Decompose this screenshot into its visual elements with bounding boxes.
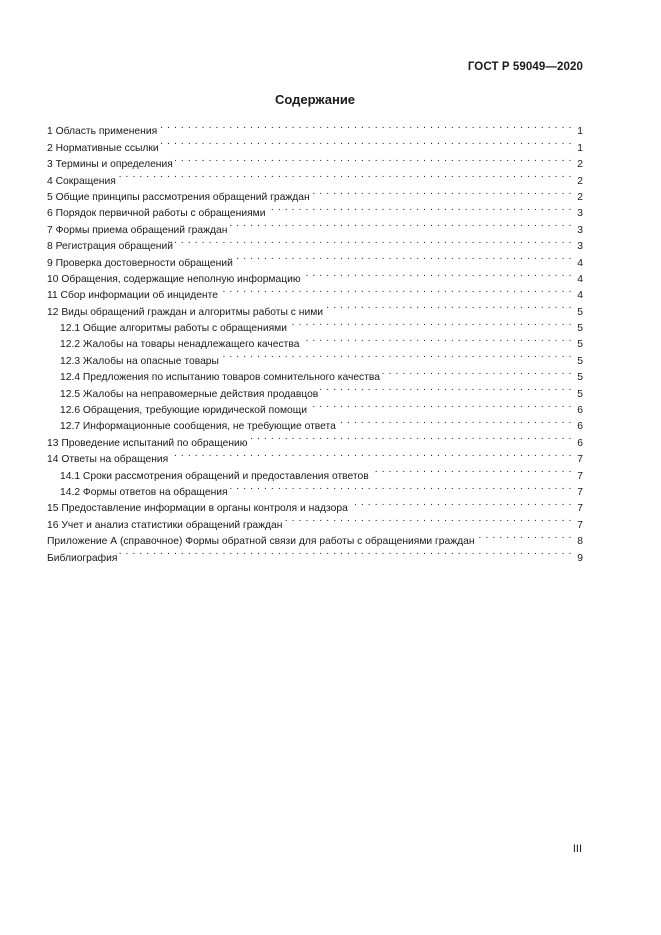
toc-entry-label: 12.3 Жалобы на опасные товары [60,355,219,367]
toc-entry-page: 6 [577,421,583,433]
toc-entry-page: 3 [577,224,583,236]
toc-entry-label: Приложение А (справочное) Формы обратной связи для работы с обращениями граждан [47,536,475,548]
toc-dot-leader [118,167,572,183]
toc-entry[interactable] [47,118,583,138]
toc-entry-page: 6 [577,437,583,449]
toc-entry-page: 4 [577,273,583,285]
toc-entry-label: 12.2 Жалобы на товары ненадлежащего качества [60,339,300,351]
toc-entry-label: Библиография [47,552,118,564]
toc-entry-label: 10 Обращения, содержащие неполную информацию [47,273,301,285]
toc-dot-leader [289,315,572,331]
toc-dot-leader [309,397,572,413]
toc-entry-page: 5 [577,306,583,318]
toc-entry-label: 2 Нормативные ссылки [47,142,159,154]
toc-dot-leader [250,429,572,445]
toc-entry-page: 5 [577,339,583,351]
toc-dot-leader [325,298,572,314]
toc-entry-label: 12.6 Обращения, требующие юридической помощи [60,405,307,417]
toc-entry-label: 16 Учет и анализ статистики обращений граждан [47,519,283,531]
toc-dot-leader [119,544,572,560]
toc-entry-label: 9 Проверка достоверности обращений [47,257,233,269]
table-of-contents [47,118,583,564]
toc-dot-leader [350,495,572,511]
toc-dot-leader [220,282,572,298]
toc-entry-label: 6 Порядок первичной работы с обращениями [47,208,266,220]
toc-entry-label: 15 Предоставление информации в органы контроля и надзора [47,503,348,515]
toc-entry-label: 8 Регистрация обращений [47,241,173,253]
toc-entry-page: 9 [577,552,583,564]
toc-entry-page: 2 [577,175,583,187]
toc-entry-page: 4 [577,257,583,269]
toc-dot-leader [221,347,572,363]
page-number: III [572,843,582,855]
toc-dot-leader [175,151,572,167]
document-code: ГОСТ Р 59049—2020 [467,61,583,73]
toc-dot-leader [229,216,572,232]
toc-entry-label: 7 Формы приема обращений граждан [47,224,228,236]
toc-entry-label: 5 Общие принципы рассмотрения обращений граждан [47,191,310,203]
toc-dot-leader [159,118,572,134]
toc-entry-page: 2 [577,159,583,171]
toc-dot-leader [235,249,572,265]
toc-entry-page: 7 [577,486,583,498]
toc-entry-label: 11 Сбор информации об инциденте [47,290,218,302]
toc-entry-label: 13 Проведение испытаний по обращению [47,437,248,449]
toc-dot-leader [268,200,573,216]
toc-dot-leader [161,134,572,150]
toc-dot-leader [338,413,572,429]
toc-entry-label: 4 Сокращения [47,175,116,187]
toc-entry-label: 12 Виды обращений граждан и алгоритмы работы с ними [47,306,324,318]
toc-dot-leader [303,266,572,282]
toc-entry-page: 1 [577,126,583,138]
toc-entry[interactable] [47,184,583,203]
toc-dot-leader [170,446,572,462]
toc-entry-page: 2 [577,191,583,203]
toc-entry-page: 7 [577,454,583,466]
toc-entry-page: 5 [577,372,583,384]
toc-entry-page: 4 [577,290,583,302]
toc-entry-page: 5 [577,323,583,335]
toc-entry-page: 5 [577,355,583,367]
toc-entry-page: 1 [577,142,583,154]
toc-entry-page: 3 [577,208,583,220]
toc-dot-leader [371,462,572,478]
toc-entry-page: 8 [577,536,583,548]
toc-entry-page: 7 [577,503,583,515]
toc-dot-leader [382,364,572,380]
toc-entry-page: 7 [577,470,583,482]
toc-entry-page: 6 [577,405,583,417]
toc-dot-leader [320,380,572,396]
toc-entry-label: 12.7 Информационные сообщения, не требующие ответа [60,421,336,433]
toc-dot-leader [312,184,572,200]
toc-entry-label: 1 Область применения [47,126,158,138]
toc-entry-page: 3 [577,241,583,253]
toc-entry[interactable] [47,167,583,187]
toc-entry-page: 7 [577,519,583,531]
toc-dot-leader [284,511,572,527]
toc-dot-leader [477,528,572,544]
toc-entry[interactable] [47,544,583,564]
toc-entry-label: 14.1 Сроки рассмотрения обращений и предоставления ответов [60,470,369,482]
toc-entry-label: 12.1 Общие алгоритмы работы с обращениями [60,323,287,335]
toc-entry-page: 5 [577,388,583,400]
toc-entry-label: 12.4 Предложения по испытанию товаров сомнительного качества [60,372,381,384]
toc-entry-label: 14 Ответы на обращения [47,454,169,466]
toc-dot-leader [175,233,572,249]
toc-title: Содержание [274,92,356,107]
toc-dot-leader [230,479,572,495]
toc-entry-label: 14.2 Формы ответов на обращения [60,486,228,498]
toc-entry-label: 12.5 Жалобы на неправомерные действия продавцов [60,388,319,400]
toc-dot-leader [301,331,572,347]
toc-entry-label: 3 Термины и определения [47,159,173,171]
